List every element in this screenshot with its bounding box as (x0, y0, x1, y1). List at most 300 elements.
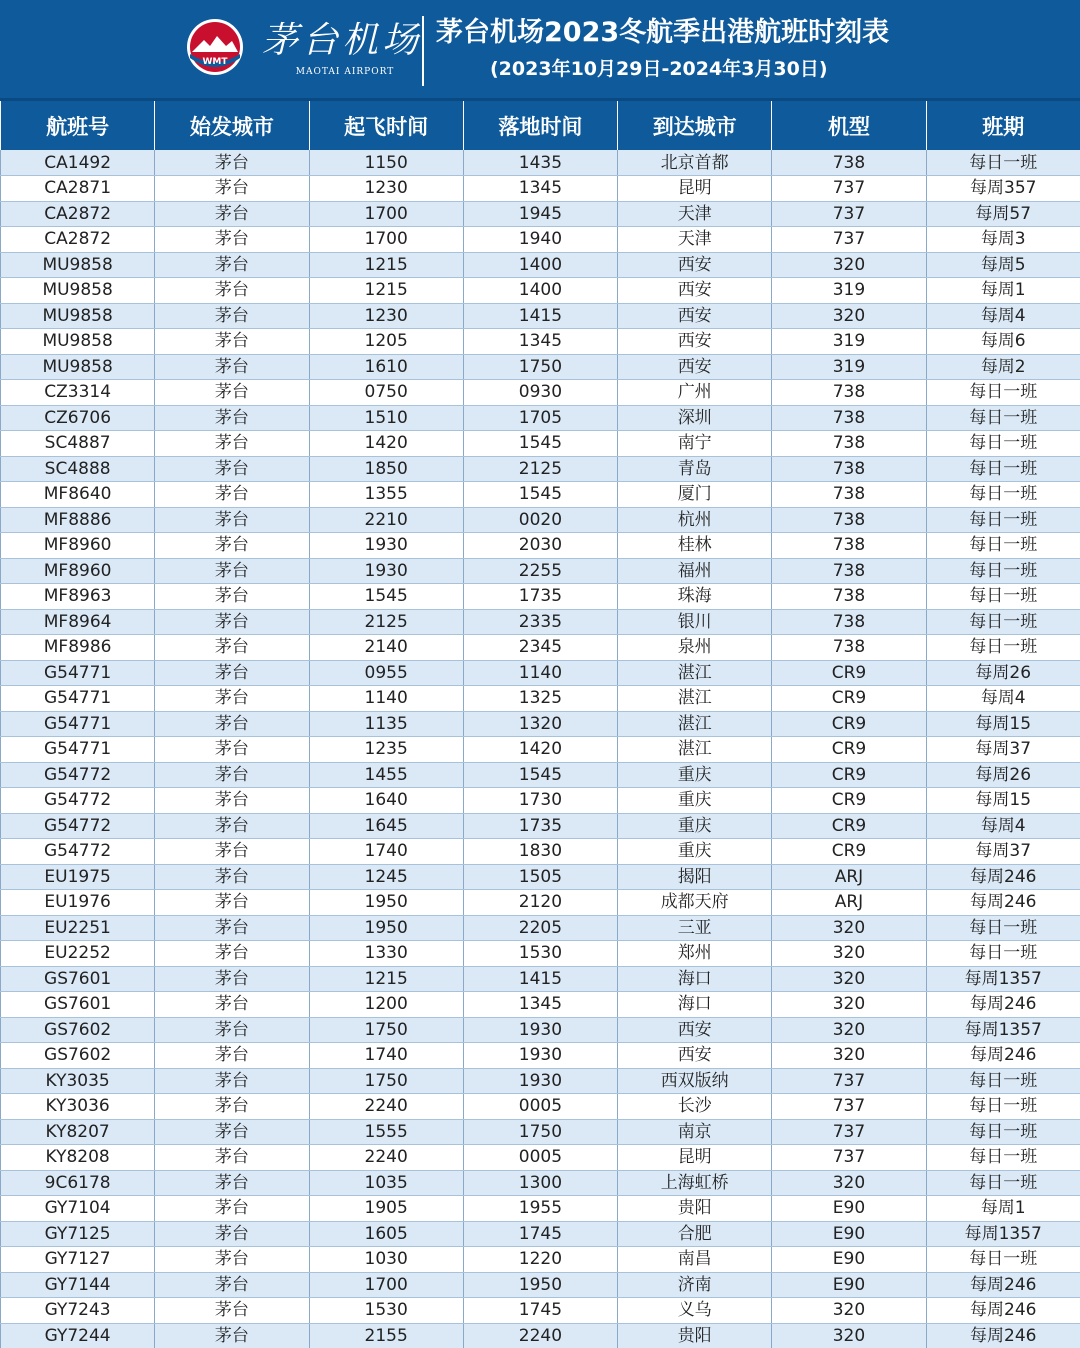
flight-number-cell: CZ6706 (1, 405, 155, 431)
origin-city-cell: 茅台 (155, 737, 309, 763)
arrival-time-cell: 0005 (463, 1145, 617, 1171)
origin-city-cell: 茅台 (155, 150, 309, 176)
aircraft-type-cell: 319 (772, 354, 926, 380)
aircraft-type-cell: CR9 (772, 839, 926, 865)
header-divider (422, 16, 424, 86)
aircraft-type-cell: 320 (772, 915, 926, 941)
destination-city-cell: 湛江 (618, 737, 772, 763)
aircraft-type-cell: E90 (772, 1196, 926, 1222)
origin-city-cell: 茅台 (155, 1221, 309, 1247)
departure-time-cell: 1950 (309, 890, 463, 916)
destination-city-cell: 天津 (618, 201, 772, 227)
arrival-time-cell: 1530 (463, 941, 617, 967)
table-row (1, 890, 1080, 916)
departure-time-cell: 1150 (309, 150, 463, 176)
table-row (1, 456, 1080, 482)
table-row (1, 635, 1080, 661)
schedule-days-cell: 每周2 (926, 354, 1080, 380)
table-row (1, 915, 1080, 941)
schedule-days-cell: 每周1357 (926, 1221, 1080, 1247)
destination-city-cell: 杭州 (618, 507, 772, 533)
table-row (1, 1221, 1080, 1247)
destination-city-cell: 济南 (618, 1272, 772, 1298)
destination-city-cell: 西安 (618, 1043, 772, 1069)
table-row (1, 609, 1080, 635)
origin-city-cell: 茅台 (155, 1145, 309, 1171)
aircraft-type-cell: E90 (772, 1272, 926, 1298)
flight-number-cell: MF8986 (1, 635, 155, 661)
flight-number-cell: G54772 (1, 813, 155, 839)
origin-city-cell: 茅台 (155, 686, 309, 712)
origin-city-cell: 茅台 (155, 431, 309, 457)
origin-city-cell: 茅台 (155, 1272, 309, 1298)
flight-number-cell: GS7602 (1, 1043, 155, 1069)
table-row (1, 1094, 1080, 1120)
destination-city-cell: 重庆 (618, 839, 772, 865)
departure-time-cell: 1555 (309, 1119, 463, 1145)
flight-number-cell: MF8886 (1, 507, 155, 533)
table-row (1, 354, 1080, 380)
arrival-time-cell: 1950 (463, 1272, 617, 1298)
origin-city-cell: 茅台 (155, 1068, 309, 1094)
flight-number-cell: GY7104 (1, 1196, 155, 1222)
arrival-time-cell: 2120 (463, 890, 617, 916)
table-row (1, 1272, 1080, 1298)
arrival-time-cell: 1945 (463, 201, 617, 227)
arrival-time-cell: 0005 (463, 1094, 617, 1120)
schedule-days-cell: 每周246 (926, 1043, 1080, 1069)
departure-time-cell: 2140 (309, 635, 463, 661)
departure-time-cell: 2240 (309, 1094, 463, 1120)
schedule-days-cell: 每周5 (926, 252, 1080, 278)
aircraft-type-cell: 320 (772, 992, 926, 1018)
logo-badge: WMT (202, 57, 228, 67)
aircraft-type-cell: ARJ (772, 890, 926, 916)
aircraft-type-cell: 737 (772, 201, 926, 227)
arrival-time-cell: 1320 (463, 711, 617, 737)
table-row (1, 1247, 1080, 1273)
destination-city-cell: 重庆 (618, 813, 772, 839)
origin-city-cell: 茅台 (155, 533, 309, 559)
flight-number-cell: GY7125 (1, 1221, 155, 1247)
departure-time-cell: 1700 (309, 227, 463, 253)
destination-city-cell: 湛江 (618, 660, 772, 686)
origin-city-cell: 茅台 (155, 380, 309, 406)
aircraft-type-cell: 738 (772, 558, 926, 584)
aircraft-type-cell: 738 (772, 533, 926, 559)
aircraft-type-cell: E90 (772, 1221, 926, 1247)
departure-time-cell: 1700 (309, 1272, 463, 1298)
table-row (1, 176, 1080, 202)
flight-number-cell: SC4888 (1, 456, 155, 482)
schedule-days-cell: 每日一班 (926, 405, 1080, 431)
destination-city-cell: 北京首都 (618, 150, 772, 176)
departure-time-cell: 1455 (309, 762, 463, 788)
destination-city-cell: 昆明 (618, 176, 772, 202)
schedule-days-cell: 每周15 (926, 788, 1080, 814)
table-row (1, 584, 1080, 610)
table-row (1, 252, 1080, 278)
arrival-time-cell: 2205 (463, 915, 617, 941)
departure-time-cell: 1235 (309, 737, 463, 763)
schedule-days-cell: 每周4 (926, 813, 1080, 839)
table-row (1, 1298, 1080, 1324)
departure-time-cell: 1330 (309, 941, 463, 967)
table-row (1, 1017, 1080, 1043)
aircraft-type-cell: 320 (772, 1298, 926, 1324)
arrival-time-cell: 1545 (463, 762, 617, 788)
destination-city-cell: 湛江 (618, 686, 772, 712)
destination-city-cell: 上海虹桥 (618, 1170, 772, 1196)
page-title: 茅台机场2023冬航季出港航班时刻表 (436, 17, 890, 48)
departure-time-cell: 1930 (309, 533, 463, 559)
departure-time-cell: 1030 (309, 1247, 463, 1273)
schedule-days-cell: 每周15 (926, 711, 1080, 737)
arrival-time-cell: 1400 (463, 278, 617, 304)
flight-number-cell: GS7601 (1, 966, 155, 992)
col-schedule-days: 班期 (926, 101, 1080, 150)
departure-time-cell: 1610 (309, 354, 463, 380)
aircraft-type-cell: 738 (772, 405, 926, 431)
flight-number-cell: 9C6178 (1, 1170, 155, 1196)
flight-number-cell: MU9858 (1, 329, 155, 355)
flight-number-cell: MF8964 (1, 609, 155, 635)
table-row (1, 1119, 1080, 1145)
departure-time-cell: 1700 (309, 201, 463, 227)
schedule-days-cell: 每周246 (926, 890, 1080, 916)
origin-city-cell: 茅台 (155, 1094, 309, 1120)
schedule-days-cell: 每日一班 (926, 558, 1080, 584)
schedule-days-cell: 每日一班 (926, 1247, 1080, 1273)
arrival-time-cell: 1300 (463, 1170, 617, 1196)
flight-number-cell: EU1975 (1, 864, 155, 890)
schedule-days-cell: 每周1357 (926, 1017, 1080, 1043)
table-row (1, 329, 1080, 355)
origin-city-cell: 茅台 (155, 966, 309, 992)
aircraft-type-cell: 320 (772, 1043, 926, 1069)
flight-number-cell: GY7243 (1, 1298, 155, 1324)
destination-city-cell: 长沙 (618, 1094, 772, 1120)
flight-number-cell: MF8960 (1, 558, 155, 584)
origin-city-cell: 茅台 (155, 762, 309, 788)
aircraft-type-cell: 320 (772, 966, 926, 992)
aircraft-type-cell: ARJ (772, 864, 926, 890)
aircraft-type-cell: CR9 (772, 788, 926, 814)
aircraft-type-cell: 738 (772, 635, 926, 661)
table-row (1, 737, 1080, 763)
arrival-time-cell: 2345 (463, 635, 617, 661)
destination-city-cell: 昆明 (618, 1145, 772, 1171)
table-row (1, 380, 1080, 406)
arrival-time-cell: 1735 (463, 584, 617, 610)
destination-city-cell: 西安 (618, 252, 772, 278)
arrival-time-cell: 1325 (463, 686, 617, 712)
departure-time-cell: 1640 (309, 788, 463, 814)
origin-city-cell: 茅台 (155, 992, 309, 1018)
destination-city-cell: 泉州 (618, 635, 772, 661)
flight-number-cell: MU9858 (1, 354, 155, 380)
flight-number-cell: EU2251 (1, 915, 155, 941)
aircraft-type-cell: 738 (772, 431, 926, 457)
arrival-time-cell: 1345 (463, 992, 617, 1018)
arrival-time-cell: 1435 (463, 150, 617, 176)
schedule-days-cell: 每周246 (926, 1323, 1080, 1348)
arrival-time-cell: 2240 (463, 1323, 617, 1348)
table-row (1, 201, 1080, 227)
flight-number-cell: CZ3314 (1, 380, 155, 406)
departure-time-cell: 1740 (309, 839, 463, 865)
arrival-time-cell: 1930 (463, 1043, 617, 1069)
schedule-days-cell: 每日一班 (926, 609, 1080, 635)
aircraft-type-cell: 319 (772, 278, 926, 304)
origin-city-cell: 茅台 (155, 1298, 309, 1324)
schedule-days-cell: 每日一班 (926, 941, 1080, 967)
flight-number-cell: G54771 (1, 660, 155, 686)
arrival-time-cell: 1930 (463, 1068, 617, 1094)
flight-number-cell: G54771 (1, 737, 155, 763)
schedule-days-cell: 每周37 (926, 839, 1080, 865)
aircraft-type-cell: 738 (772, 507, 926, 533)
table-row (1, 1068, 1080, 1094)
flight-number-cell: EU1976 (1, 890, 155, 916)
schedule-days-cell: 每周6 (926, 329, 1080, 355)
destination-city-cell: 郑州 (618, 941, 772, 967)
table-row (1, 711, 1080, 737)
arrival-time-cell: 1400 (463, 252, 617, 278)
arrival-time-cell: 1705 (463, 405, 617, 431)
table-row (1, 686, 1080, 712)
destination-city-cell: 贵阳 (618, 1196, 772, 1222)
schedule-days-cell: 每周357 (926, 176, 1080, 202)
departure-time-cell: 1930 (309, 558, 463, 584)
departure-time-cell: 1605 (309, 1221, 463, 1247)
schedule-days-cell: 每日一班 (926, 1145, 1080, 1171)
destination-city-cell: 成都天府 (618, 890, 772, 916)
destination-city-cell: 合肥 (618, 1221, 772, 1247)
departure-time-cell: 1135 (309, 711, 463, 737)
table-row (1, 150, 1080, 176)
arrival-time-cell: 1505 (463, 864, 617, 890)
aircraft-type-cell: E90 (772, 1247, 926, 1273)
arrival-time-cell: 1745 (463, 1221, 617, 1247)
table-row (1, 278, 1080, 304)
destination-city-cell: 西安 (618, 329, 772, 355)
arrival-time-cell: 1415 (463, 303, 617, 329)
table-row (1, 788, 1080, 814)
flight-number-cell: G54771 (1, 686, 155, 712)
origin-city-cell: 茅台 (155, 252, 309, 278)
col-origin-city: 始发城市 (155, 101, 309, 150)
departure-time-cell: 1215 (309, 278, 463, 304)
departure-time-cell: 1545 (309, 584, 463, 610)
departure-time-cell: 1530 (309, 1298, 463, 1324)
schedule-days-cell: 每日一班 (926, 380, 1080, 406)
departure-time-cell: 2210 (309, 507, 463, 533)
arrival-time-cell: 1940 (463, 227, 617, 253)
origin-city-cell: 茅台 (155, 609, 309, 635)
flight-number-cell: MF8960 (1, 533, 155, 559)
schedule-days-cell: 每周57 (926, 201, 1080, 227)
schedule-days-cell: 每日一班 (926, 915, 1080, 941)
airport-logo-icon (186, 18, 244, 76)
arrival-time-cell: 1750 (463, 1119, 617, 1145)
col-arrival-time: 落地时间 (463, 101, 617, 150)
aircraft-type-cell: 737 (772, 1145, 926, 1171)
origin-city-cell: 茅台 (155, 813, 309, 839)
origin-city-cell: 茅台 (155, 482, 309, 508)
origin-city-cell: 茅台 (155, 584, 309, 610)
destination-city-cell: 重庆 (618, 762, 772, 788)
table-row (1, 1043, 1080, 1069)
col-departure-time: 起飞时间 (309, 101, 463, 150)
destination-city-cell: 南昌 (618, 1247, 772, 1273)
aircraft-type-cell: CR9 (772, 660, 926, 686)
origin-city-cell: 茅台 (155, 558, 309, 584)
aircraft-type-cell: 737 (772, 1119, 926, 1145)
schedule-days-cell: 每日一班 (926, 150, 1080, 176)
departure-time-cell: 2125 (309, 609, 463, 635)
departure-time-cell: 1420 (309, 431, 463, 457)
destination-city-cell: 海口 (618, 966, 772, 992)
schedule-days-cell: 每周4 (926, 686, 1080, 712)
flight-number-cell: CA2872 (1, 201, 155, 227)
origin-city-cell: 茅台 (155, 354, 309, 380)
flight-number-cell: SC4887 (1, 431, 155, 457)
destination-city-cell: 银川 (618, 609, 772, 635)
aircraft-type-cell: CR9 (772, 813, 926, 839)
schedule-days-cell: 每周4 (926, 303, 1080, 329)
flight-number-cell: CA2871 (1, 176, 155, 202)
table-row (1, 533, 1080, 559)
aircraft-type-cell: 737 (772, 227, 926, 253)
departure-time-cell: 1645 (309, 813, 463, 839)
schedule-days-cell: 每日一班 (926, 1094, 1080, 1120)
schedule-days-cell: 每日一班 (926, 1119, 1080, 1145)
destination-city-cell: 西双版纳 (618, 1068, 772, 1094)
arrival-time-cell: 0020 (463, 507, 617, 533)
table-row (1, 992, 1080, 1018)
schedule-days-cell: 每周26 (926, 660, 1080, 686)
origin-city-cell: 茅台 (155, 278, 309, 304)
destination-city-cell: 天津 (618, 227, 772, 253)
arrival-time-cell: 1750 (463, 354, 617, 380)
origin-city-cell: 茅台 (155, 456, 309, 482)
schedule-days-cell: 每日一班 (926, 507, 1080, 533)
table-row (1, 762, 1080, 788)
table-row (1, 482, 1080, 508)
origin-city-cell: 茅台 (155, 788, 309, 814)
destination-city-cell: 深圳 (618, 405, 772, 431)
origin-city-cell: 茅台 (155, 711, 309, 737)
departure-time-cell: 1245 (309, 864, 463, 890)
departure-time-cell: 0955 (309, 660, 463, 686)
aircraft-type-cell: CR9 (772, 686, 926, 712)
arrival-time-cell: 1545 (463, 431, 617, 457)
schedule-days-cell: 每周246 (926, 992, 1080, 1018)
origin-city-cell: 茅台 (155, 303, 309, 329)
flight-number-cell: GY7127 (1, 1247, 155, 1273)
aircraft-type-cell: 320 (772, 252, 926, 278)
aircraft-type-cell: CR9 (772, 762, 926, 788)
arrival-time-cell: 1955 (463, 1196, 617, 1222)
aircraft-type-cell: 738 (772, 456, 926, 482)
destination-city-cell: 重庆 (618, 788, 772, 814)
origin-city-cell: 茅台 (155, 915, 309, 941)
flight-number-cell: CA1492 (1, 150, 155, 176)
flight-number-cell: G54772 (1, 839, 155, 865)
arrival-time-cell: 2255 (463, 558, 617, 584)
destination-city-cell: 三亚 (618, 915, 772, 941)
departure-time-cell: 1205 (309, 329, 463, 355)
origin-city-cell: 茅台 (155, 1017, 309, 1043)
destination-city-cell: 福州 (618, 558, 772, 584)
aircraft-type-cell: 319 (772, 329, 926, 355)
flight-number-cell: GY7144 (1, 1272, 155, 1298)
arrival-time-cell: 1420 (463, 737, 617, 763)
aircraft-type-cell: 737 (772, 1094, 926, 1120)
aircraft-type-cell: 738 (772, 482, 926, 508)
destination-city-cell: 青岛 (618, 456, 772, 482)
aircraft-type-cell: 737 (772, 176, 926, 202)
aircraft-type-cell: 737 (772, 1068, 926, 1094)
col-destination-city: 到达城市 (618, 101, 772, 150)
flight-number-cell: MU9858 (1, 252, 155, 278)
flight-number-cell: CA2872 (1, 227, 155, 253)
destination-city-cell: 南京 (618, 1119, 772, 1145)
logo-name-en: MAOTAI AIRPORT (295, 67, 395, 77)
flight-number-cell: GS7601 (1, 992, 155, 1018)
table-row (1, 839, 1080, 865)
table-row (1, 941, 1080, 967)
arrival-time-cell: 1735 (463, 813, 617, 839)
flight-number-cell: G54772 (1, 788, 155, 814)
table-row (1, 558, 1080, 584)
table-row (1, 303, 1080, 329)
aircraft-type-cell: 320 (772, 1323, 926, 1348)
aircraft-type-cell: 320 (772, 1017, 926, 1043)
flight-number-cell: KY8207 (1, 1119, 155, 1145)
schedule-days-cell: 每日一班 (926, 456, 1080, 482)
col-aircraft-type: 机型 (772, 101, 926, 150)
flight-number-cell: KY3036 (1, 1094, 155, 1120)
arrival-time-cell: 1545 (463, 482, 617, 508)
table-row (1, 1145, 1080, 1171)
origin-city-cell: 茅台 (155, 1323, 309, 1348)
schedule-days-cell: 每日一班 (926, 533, 1080, 559)
destination-city-cell: 贵阳 (618, 1323, 772, 1348)
departure-time-cell: 1750 (309, 1017, 463, 1043)
schedule-days-cell: 每周246 (926, 1272, 1080, 1298)
flight-number-cell: MU9858 (1, 303, 155, 329)
departure-time-cell: 2240 (309, 1145, 463, 1171)
origin-city-cell: 茅台 (155, 839, 309, 865)
destination-city-cell: 义乌 (618, 1298, 772, 1324)
arrival-time-cell: 2030 (463, 533, 617, 559)
page-header (0, 0, 1080, 101)
departure-time-cell: 1230 (309, 176, 463, 202)
flight-number-cell: MU9858 (1, 278, 155, 304)
destination-city-cell: 海口 (618, 992, 772, 1018)
departure-time-cell: 1750 (309, 1068, 463, 1094)
departure-time-cell: 1215 (309, 252, 463, 278)
arrival-time-cell: 1730 (463, 788, 617, 814)
departure-time-cell: 1850 (309, 456, 463, 482)
flight-number-cell: KY8208 (1, 1145, 155, 1171)
table-row (1, 227, 1080, 253)
schedule-days-cell: 每日一班 (926, 1170, 1080, 1196)
schedule-days-cell: 每日一班 (926, 584, 1080, 610)
logo-name-cn: 茅台机场 (262, 20, 423, 61)
